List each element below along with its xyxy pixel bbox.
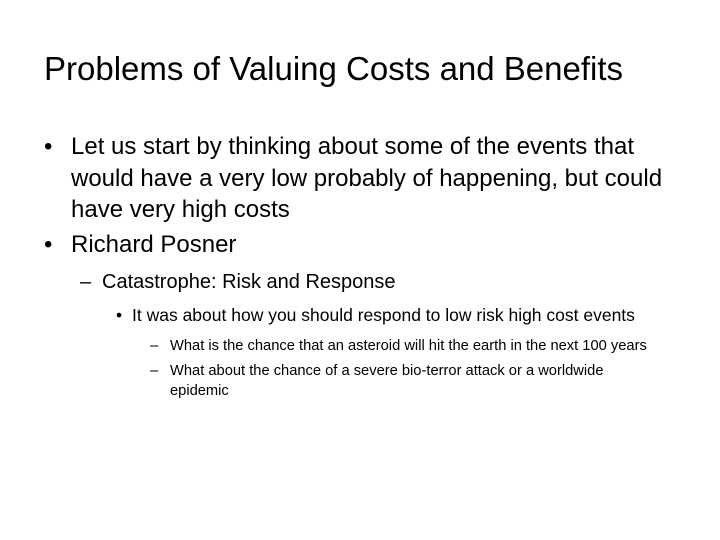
bullet-icon: • bbox=[44, 133, 53, 160]
dash-icon: – bbox=[150, 363, 159, 379]
bullet-item bbox=[0, 229, 691, 261]
sub-sub-bullet-item bbox=[0, 303, 652, 328]
bullet-text: Let us start by thinking about some of the events that would have a very low probably of happening, but could have very high costs bbox=[71, 133, 663, 223]
slide-title: Problems of Valuing Costs and Benefits bbox=[44, 50, 624, 87]
sub-bullet-item bbox=[0, 268, 662, 296]
slide-body bbox=[0, 128, 720, 401]
sub-bullet-text: Catastrophe: Risk and Response bbox=[102, 271, 396, 293]
bullet-item bbox=[0, 131, 691, 226]
detail-bullet-item bbox=[0, 361, 660, 401]
sub-sub-bullet-text: It was about how you should respond to low risk high cost events bbox=[132, 305, 635, 325]
bullet-icon: • bbox=[44, 230, 53, 258]
dash-icon: – bbox=[150, 338, 159, 354]
dash-icon: – bbox=[80, 271, 92, 293]
detail-bullet-text: What about the chance of a severe bio-terror attack or a worldwide epidemic bbox=[170, 363, 604, 399]
detail-bullet-text: What is the chance that an asteroid will hit the earth in the next 100 years bbox=[170, 338, 647, 354]
bullet-text: Richard Posner bbox=[71, 230, 237, 258]
bullet-icon: • bbox=[116, 305, 123, 325]
detail-bullet-item bbox=[0, 336, 660, 356]
